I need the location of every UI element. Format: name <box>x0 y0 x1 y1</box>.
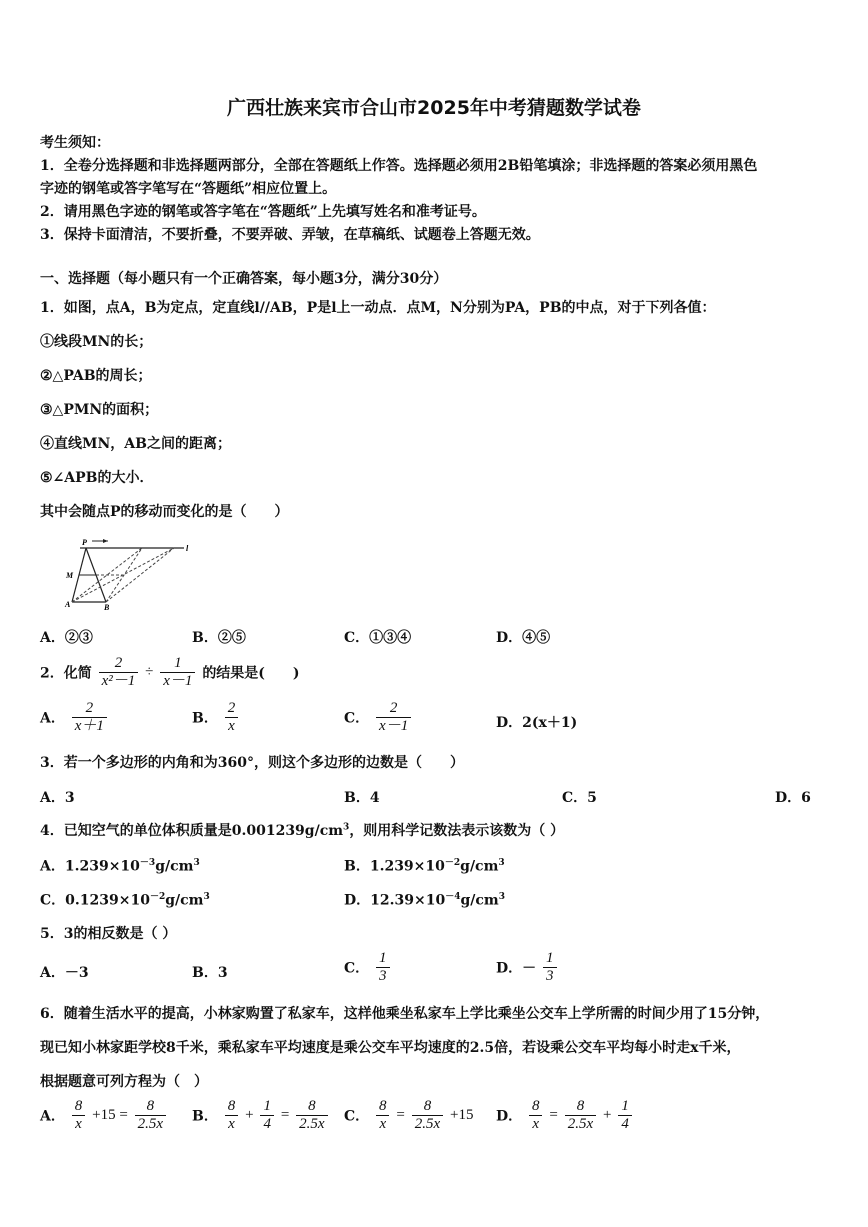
q5-stem: 5．3的相反数是（ ） <box>40 926 177 942</box>
fraction-den: x＋1 <box>72 717 107 735</box>
q1-ask: 其中会随点P的移动而变化的是（ ） <box>40 504 289 520</box>
option-text: A．1.239×10 <box>40 858 140 875</box>
fraction-den: x²－1 <box>99 672 139 690</box>
option-fraction <box>376 950 390 985</box>
superscript: －4 <box>445 892 461 902</box>
section-heading: 一、选择题（每小题只有一个正确答案，每小题3分，满分30分） <box>40 271 448 287</box>
superscript: 3 <box>203 892 210 902</box>
q6-option-c <box>344 1098 474 1133</box>
fraction-num: 2 <box>85 700 94 716</box>
q1-item: ⑤∠APB的大小． <box>40 470 154 486</box>
option-fraction <box>543 950 557 985</box>
option-label: A． <box>40 1108 65 1125</box>
fig-label-m: M <box>66 571 74 580</box>
q4-stem-text: 4．已知空气的单位体积质量是0.001239g/cm <box>40 823 344 839</box>
option-text: D．12.39×10 <box>344 892 446 909</box>
q3-option: B．4 <box>344 790 380 806</box>
fig-label-b: B <box>104 603 110 610</box>
superscript: －3 <box>139 858 156 868</box>
q5-option-c <box>344 950 392 985</box>
option-unit: g/cm <box>460 892 499 909</box>
superscript: 3 <box>498 858 505 868</box>
fraction-den: 4 <box>260 1115 274 1133</box>
fraction-den: x <box>72 1115 85 1133</box>
option-fraction <box>225 1098 239 1133</box>
q3-stem: 3．若一个多边形的内角和为360°，则这个多边形的边数是（ ） <box>40 755 464 771</box>
q2-option-d: D．2(x＋1) <box>496 715 578 731</box>
fraction-den: 3 <box>376 967 390 985</box>
fraction-den: 4 <box>618 1115 632 1133</box>
q1-item: ④直线MN，AB之间的距离； <box>40 436 231 452</box>
option-text: B．1.239×10 <box>344 858 445 875</box>
option-unit: g/cm <box>155 858 194 875</box>
fraction-den: 2.5x <box>135 1115 166 1133</box>
q2-option-b <box>192 700 240 735</box>
q2-pre: 2．化简 <box>40 665 92 682</box>
q1-stem: 1．如图，点A，B为定点，定直线l//AB，P是l上一动点．点M，N分别为PA，PB的中点，对于下列各值： <box>40 300 716 316</box>
q1-item: ③△PMN的面积； <box>40 402 159 418</box>
notice-item: 字迹的钢笔或答字笔写在“答题纸”相应位置上。 <box>40 181 337 197</box>
q6-option-d <box>496 1098 634 1133</box>
fraction-num: 8 <box>227 1098 236 1114</box>
fraction-den: x－1 <box>376 717 411 735</box>
notice-item: 2．请用黑色字迹的钢笔或答字笔在“答题纸”上先填写姓名和准考证号。 <box>40 204 486 220</box>
fraction-den: 3 <box>543 967 557 985</box>
option-fraction <box>618 1098 632 1133</box>
q1-option: B．②⑤ <box>192 630 246 646</box>
fraction-num: 8 <box>379 1098 387 1114</box>
fraction-den: x <box>529 1115 542 1133</box>
q4-option-b <box>344 855 505 876</box>
q4-option-a <box>40 855 200 876</box>
option-fraction <box>376 700 411 735</box>
q1-item: ①线段MN的长； <box>40 334 153 350</box>
divide-sign: ÷ <box>145 664 154 680</box>
fig-label-p: P <box>82 538 87 547</box>
option-unit: g/cm <box>460 858 499 875</box>
q1-option: D．④⑤ <box>496 630 551 646</box>
option-fraction <box>72 1098 86 1133</box>
fig-label-a: A <box>65 600 71 609</box>
q6-option-a <box>40 1098 168 1133</box>
option-fraction <box>225 700 239 735</box>
q4-stem-tail: ，则用科学记数法表示该数为（ ） <box>349 823 565 839</box>
fraction-num: 2 <box>227 700 236 716</box>
q6-line: 现已知小林家距学校8千米，乘私家车平均速度是乘公交车平均速度的2.5倍，若设乘公交车平均每小时走x千米， <box>40 1040 741 1056</box>
option-label: D． <box>496 1108 523 1125</box>
option-fraction <box>376 1098 390 1133</box>
option-label: A． <box>40 710 65 727</box>
option-label: B． <box>192 710 218 727</box>
option-fraction <box>260 1098 274 1133</box>
option-label: C． <box>344 710 370 727</box>
fraction-den: 2.5x <box>412 1115 443 1133</box>
option-fraction <box>412 1098 443 1133</box>
option-fraction <box>565 1098 596 1133</box>
superscript: 3 <box>498 892 505 902</box>
fraction-num: 8 <box>308 1098 316 1114</box>
q6-line: 根据题意可列方程为（ ） <box>40 1074 208 1090</box>
q2-option-c <box>344 700 413 735</box>
fraction-num: 8 <box>74 1098 83 1114</box>
q3-option: C．5 <box>562 790 597 806</box>
q2-option-a <box>40 700 109 735</box>
q4-option-c <box>40 889 210 910</box>
notice-item: 3．保持卡面清洁，不要折叠，不要弄破、弄皱，在草稿纸、试题卷上答题无效。 <box>40 227 540 243</box>
q2-fraction-2 <box>160 655 195 690</box>
fraction-num: 1 <box>546 950 554 966</box>
fig-label-l: l <box>186 544 189 553</box>
q5-option: A．－3 <box>40 965 89 981</box>
q1-item: ②△PAB的周长； <box>40 368 152 384</box>
q4-stem <box>40 820 564 840</box>
notice-item: 1．全卷分选择题和非选择题两部分，全部在答题纸上作答。选择题必须用2B铅笔填涂；非选择题的答案必须用黑色 <box>40 158 758 174</box>
q6-line: 6．随着生活水平的提高，小林家购置了私家车，这样他乘坐私家车上学比乘坐公交车上学所需的时间少用了15分钟， <box>40 1006 770 1022</box>
fraction-den: x <box>376 1115 389 1133</box>
superscript: －2 <box>149 892 166 902</box>
fraction-den: x－1 <box>160 672 195 690</box>
q3-option: D．6 <box>775 790 811 806</box>
math-operator: = <box>549 1107 558 1123</box>
option-fraction <box>296 1098 327 1133</box>
q1-figure <box>62 536 194 610</box>
math-operator: +15 = <box>92 1107 128 1123</box>
math-operator: +15 <box>450 1107 474 1123</box>
math-operator: = <box>396 1107 405 1123</box>
math-operator: + <box>245 1107 254 1123</box>
q5-option-d <box>496 950 559 985</box>
q6-option-b <box>192 1098 330 1133</box>
superscript: －2 <box>444 858 461 868</box>
option-fraction <box>529 1098 543 1133</box>
fraction-num: 8 <box>423 1098 432 1114</box>
notice-heading: 考生须知： <box>40 135 110 151</box>
fraction-num: 8 <box>146 1098 155 1114</box>
fraction-num: 1 <box>621 1098 629 1114</box>
q1-option: C．①③④ <box>344 630 412 646</box>
page-title: 广西壮族来宾市合山市2025年中考猜题数学试卷 <box>227 97 641 119</box>
option-label: C． <box>344 960 370 977</box>
fraction-num: 1 <box>379 950 387 966</box>
fraction-den: x <box>225 1115 238 1133</box>
q4-option-d <box>344 889 505 910</box>
math-operator: = <box>280 1107 290 1123</box>
option-label: B． <box>192 1108 218 1125</box>
option-label: C． <box>344 1108 370 1125</box>
q1-option: A．②③ <box>40 630 93 646</box>
superscript: 3 <box>193 858 200 868</box>
fraction-den: 2.5x <box>296 1115 327 1133</box>
option-text: C．0.1239×10 <box>40 892 150 909</box>
fraction-num: 1 <box>174 655 182 671</box>
q2-post: 的结果是( ) <box>202 665 300 682</box>
superscript: 3 <box>343 822 350 833</box>
math-operator: + <box>603 1107 612 1123</box>
q2-fraction-1 <box>99 655 139 690</box>
fraction-den: 2.5x <box>565 1115 596 1133</box>
option-unit: g/cm <box>165 892 204 909</box>
option-fraction <box>135 1098 166 1133</box>
option-fraction <box>72 700 107 735</box>
fraction-num: 1 <box>263 1098 271 1114</box>
fraction-den: x <box>225 717 238 735</box>
fraction-num: 2 <box>114 655 123 671</box>
q3-option: A．3 <box>40 790 75 806</box>
option-label: D．－ <box>496 960 537 977</box>
q2-stem <box>40 655 300 690</box>
q5-option: B．3 <box>192 965 228 981</box>
fraction-num: 8 <box>576 1098 585 1114</box>
fraction-num: 8 <box>532 1098 540 1114</box>
fraction-num: 2 <box>389 700 398 716</box>
